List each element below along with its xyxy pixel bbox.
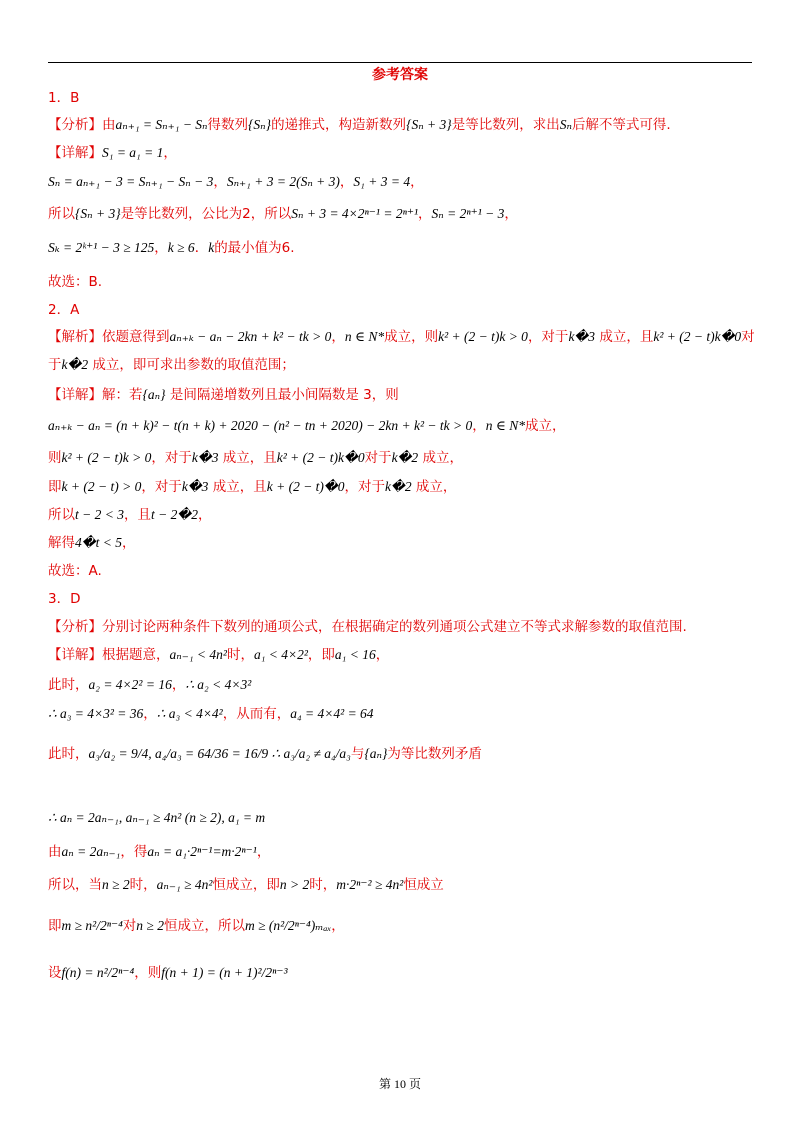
text-segment: 是等比数列，公比为2，所以: [120, 206, 292, 222]
text-segment: ，: [256, 844, 271, 860]
math-expression: aₙ₋₁ ≥ 4n²: [156, 877, 213, 892]
text-segment: 【分析】分别讨论两种条件下数列的通项公式，在根据确定的数列通项公式建立不等式求解参数的取值范围.: [48, 619, 687, 635]
text-segment: 时，: [226, 647, 254, 663]
math-expression: k�3: [568, 329, 596, 344]
text-line: [48, 587, 80, 607]
math-expression: Sₙ + 3 = 4×2ⁿ⁻¹ = 2ⁿ⁺¹: [291, 206, 418, 221]
text-segment: 的递推式，构造新数列: [271, 117, 407, 133]
text-segment: ，: [418, 206, 432, 222]
text-segment: ，: [504, 206, 518, 222]
text-segment: ，: [472, 418, 486, 434]
text-segment: 【分析】由: [48, 117, 116, 133]
text-line: [48, 475, 456, 495]
text-segment: 对: [741, 329, 755, 345]
text-segment: 恒成立: [403, 877, 444, 893]
math-expression: f(n) = n²/2ⁿ⁻⁴: [61, 965, 135, 980]
text-segment: 由: [48, 844, 62, 860]
math-expression: ∴ a₂ < 4×3²: [185, 677, 252, 692]
math-expression: k: [208, 240, 215, 255]
text-segment: ，对于: [141, 479, 182, 495]
text-segment: 成立，: [418, 450, 463, 466]
text-segment: 得数列: [207, 117, 249, 133]
text-segment: 即: [48, 918, 62, 934]
text-line: [48, 742, 482, 762]
math-expression: a₃/a₂ = 9/4, a₄/a₃ = 64/36 = 16/9 ∴ a₃/a₂ ≠ a₄/a₃: [88, 746, 351, 761]
math-expression: k ≥ 6: [167, 240, 195, 255]
math-expression: {Sₙ + 3}: [406, 117, 452, 132]
math-expression: k�2: [391, 450, 419, 465]
math-expression: m ≥ (n²/2ⁿ⁻⁴)ₘₐₓ: [244, 918, 332, 933]
text-segment: ，: [339, 174, 354, 190]
text-segment: ，即: [307, 647, 335, 663]
text-line: [48, 113, 671, 133]
text-segment: ，: [143, 706, 157, 722]
text-segment: 故选：B.: [48, 274, 103, 290]
math-expression: aₙ = a₁·2ⁿ⁻¹=m·2ⁿ⁻¹: [147, 844, 257, 859]
math-expression: {Sₙ}: [248, 117, 272, 132]
text-segment: ，则: [134, 965, 162, 981]
text-segment: 1．B: [48, 90, 80, 106]
text-segment: ，: [410, 174, 424, 190]
text-segment: 3．D: [48, 591, 81, 607]
text-segment: 成立，且: [208, 479, 267, 495]
text-segment: ，: [154, 240, 168, 256]
text-segment: ，: [171, 677, 186, 693]
text-line: [48, 141, 177, 161]
text-line: [48, 202, 518, 222]
text-segment: 恒成立，即: [212, 877, 280, 893]
math-expression: aₙ₊ₖ − aₙ − 2kn + k² − tk > 0: [169, 329, 332, 344]
text-segment: ，从而有，: [222, 706, 291, 722]
text-segment: 设: [48, 965, 62, 981]
text-segment: 时，: [309, 877, 337, 893]
text-segment: 成立，: [525, 418, 566, 434]
text-segment: 成立，即可求出参数的取值范围；: [88, 357, 295, 373]
text-line: [48, 270, 102, 290]
text-segment: 于: [48, 357, 62, 373]
text-segment: 时，: [129, 877, 157, 893]
math-expression: ∴ a₃ < 4×4²: [156, 706, 223, 721]
text-line: [48, 702, 374, 722]
math-expression: S₁ = a₁ = 1: [102, 145, 164, 160]
text-segment: 是等比数列，求出: [451, 117, 560, 133]
math-expression: k² + (2 − t)k > 0: [61, 450, 152, 465]
text-line: [48, 446, 463, 466]
text-segment: ，: [331, 329, 345, 345]
math-expression: k�2: [385, 479, 412, 494]
text-segment: 成立，且: [595, 329, 654, 345]
math-expression: Sₙ: [559, 117, 572, 132]
text-segment: 【详解】根据题意，: [48, 647, 170, 663]
text-segment: 所以，当: [48, 877, 102, 893]
text-segment: 所以: [48, 507, 75, 523]
math-expression: m·2ⁿ⁻² ≥ 4n²: [336, 877, 404, 892]
text-line: [48, 503, 211, 523]
math-expression: ∴ a₃ = 4×3² = 36: [48, 706, 144, 721]
math-expression: k�2: [61, 357, 89, 372]
math-expression: a₄ = 4×4² = 64: [290, 706, 374, 721]
text-line: [48, 236, 295, 256]
text-segment: ，对于: [527, 329, 569, 345]
text-line: [48, 298, 79, 318]
text-segment: 对于: [364, 450, 392, 466]
text-line: [48, 559, 102, 579]
text-line: [48, 353, 295, 373]
math-expression: {Sₙ + 3}: [75, 206, 121, 221]
math-expression: {aₙ}: [142, 387, 166, 402]
text-line: [48, 414, 566, 434]
text-segment: 2．A: [48, 302, 80, 318]
text-line: [48, 170, 424, 190]
text-line: [48, 383, 399, 403]
math-expression: f(n + 1) = (n + 1)²/2ⁿ⁻³: [161, 965, 288, 980]
text-line: [48, 673, 251, 693]
math-expression: a₁ < 4×2²: [253, 647, 308, 662]
math-expression: k² + (2 − t)k�0: [653, 329, 742, 344]
text-line: [48, 325, 755, 345]
math-expression: n ≥ 2: [136, 918, 164, 933]
math-expression: k + (2 − t) > 0: [61, 479, 142, 494]
math-expression: n > 2: [279, 877, 310, 892]
text-line: [48, 961, 288, 981]
math-expression: Sₙ₊₁ + 3 = 2(Sₙ + 3): [226, 174, 340, 189]
text-segment: 所以: [48, 206, 75, 222]
math-expression: t − 2�2: [150, 507, 198, 522]
text-segment: 对: [122, 918, 137, 934]
math-expression: n ∈ N*: [485, 418, 525, 433]
text-segment: 为等比数列矛盾: [387, 746, 482, 762]
text-segment: 是间隔递增数列且最小间隔数是 3，则: [165, 387, 399, 403]
math-expression: aₙ₋₁ < 4n²: [169, 647, 227, 662]
math-expression: ∴ aₙ = 2aₙ₋₁, aₙ₋₁ ≥ 4n² (n ≥ 2), a₁ = m: [48, 810, 266, 825]
math-expression: {aₙ}: [364, 746, 388, 761]
math-expression: Sₖ = 2ᵏ⁺¹ − 3 ≥ 125: [48, 240, 155, 255]
math-expression: k² + (2 − t)k�0: [276, 450, 365, 465]
text-segment: 此时，: [48, 746, 89, 762]
math-expression: 4�t < 5: [75, 535, 122, 550]
math-expression: aₙ = 2aₙ₋₁: [61, 844, 121, 859]
text-segment: ，: [213, 174, 227, 190]
math-expression: a₂ = 4×2² = 16: [88, 677, 172, 692]
text-line: [48, 810, 265, 826]
text-line: [48, 615, 687, 635]
math-expression: t − 2 < 3: [75, 507, 124, 522]
math-expression: k + (2 − t)�0: [266, 479, 345, 494]
math-expression: k�3: [181, 479, 209, 494]
text-segment: 【解析】依题意得到: [48, 329, 170, 345]
math-expression: aₙ₊₁ = Sₙ₊₁ − Sₙ: [115, 117, 208, 132]
text-line: [48, 840, 270, 860]
text-segment: 恒成立，所以: [163, 918, 245, 934]
text-segment: ，对于: [151, 450, 192, 466]
text-segment: ，: [197, 507, 212, 523]
text-line: [48, 914, 345, 934]
text-segment: 与: [350, 746, 365, 762]
text-segment: ，且: [123, 507, 151, 523]
math-expression: aₙ₊ₖ − aₙ = (n + k)² − t(n + k) + 2020 − (n² − tn + 2020) − 2kn + k² − tk > 0: [48, 418, 473, 433]
text-segment: ，对于: [344, 479, 386, 495]
text-segment: ，得: [120, 844, 148, 860]
text-segment: 的最小值为6.: [214, 240, 295, 256]
text-line: [48, 86, 79, 106]
text-segment: ，: [375, 647, 390, 663]
text-segment: 即: [48, 479, 62, 495]
text-segment: ，: [121, 535, 136, 551]
text-segment: 成立，则: [384, 329, 439, 345]
text-segment: 解得: [48, 535, 75, 551]
math-expression: Sₙ = 2ⁿ⁺¹ − 3: [431, 206, 505, 221]
math-expression: S₁ + 3 = 4: [353, 174, 411, 189]
text-segment: 【详解】: [48, 145, 102, 161]
text-segment: 【详解】解：若: [48, 387, 143, 403]
text-segment: ．: [194, 240, 209, 256]
math-expression: k² + (2 − t)k > 0: [438, 329, 528, 344]
text-line: [48, 873, 444, 893]
math-expression: k�3: [191, 450, 219, 465]
math-expression: Sₙ = aₙ₊₁ − 3 = Sₙ₊₁ − Sₙ − 3: [48, 174, 214, 189]
text-segment: 此时，: [48, 677, 89, 693]
text-segment: 则: [48, 450, 62, 466]
text-segment: 成立，且: [218, 450, 277, 466]
math-expression: a₁ < 16: [334, 647, 376, 662]
text-line: [48, 643, 389, 663]
text-segment: 成立，: [411, 479, 457, 495]
text-segment: ，: [163, 145, 177, 161]
text-segment: 后解不等式可得.: [571, 117, 671, 133]
page-title: 参考答案: [372, 67, 428, 83]
text-segment: 故选：A.: [48, 563, 102, 579]
page-number: 第 10 页: [378, 1077, 421, 1091]
text-segment: ，: [331, 918, 345, 934]
math-expression: n ∈ N*: [344, 329, 385, 344]
math-expression: m ≥ n²/2ⁿ⁻⁴: [61, 918, 123, 933]
math-expression: n ≥ 2: [102, 877, 130, 892]
text-line: [48, 531, 135, 551]
header-rule: [48, 62, 752, 63]
